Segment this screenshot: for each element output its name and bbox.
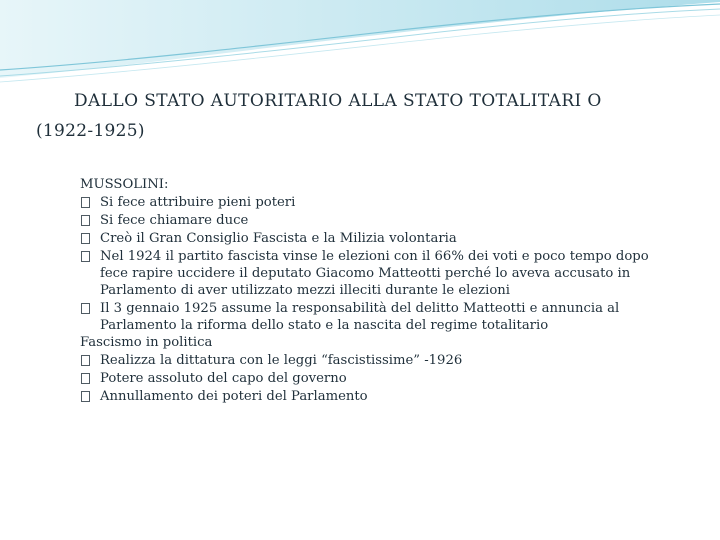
slide-subtitle-years: (1922-1925) bbox=[36, 121, 145, 141]
square-bullet-icon bbox=[81, 355, 90, 366]
list-item-text: Potere assoluto del capo del governo bbox=[100, 371, 347, 386]
list-item bbox=[80, 248, 680, 299]
slide-body bbox=[80, 176, 680, 405]
list-item-text: Si fece chiamare duce bbox=[100, 213, 249, 228]
square-bullet-icon bbox=[81, 233, 90, 244]
list-item-text: Nel 1924 il partito fascista vinse le elezioni con il 66% dei voti e poco tempo dopo fece rapire uccidere il deputato Giacomo Matteotti perché lo aveva accusato in Parlamento di aver utilizzato mezzi illeciti durante le elezioni bbox=[100, 249, 649, 298]
list-item bbox=[80, 230, 680, 247]
square-bullet-icon bbox=[81, 303, 90, 314]
fascismo-list bbox=[80, 352, 680, 405]
header-wave-decoration bbox=[0, 0, 720, 90]
slide-title: DALLO STATO AUTORITARIO ALLA STATO TOTALITARI O bbox=[74, 91, 602, 111]
square-bullet-icon bbox=[81, 373, 90, 384]
list-item bbox=[80, 194, 680, 211]
list-item-text: Annullamento dei poteri del Parlamento bbox=[100, 389, 368, 404]
list-item bbox=[80, 300, 680, 334]
list-item-text: Si fece attribuire pieni poteri bbox=[100, 195, 296, 210]
list-item-text: Creò il Gran Consiglio Fascista e la Milizia volontaria bbox=[100, 231, 457, 246]
square-bullet-icon bbox=[81, 391, 90, 402]
list-item bbox=[80, 388, 680, 405]
list-item-text: Realizza la dittatura con le leggi “fascistissime” -1926 bbox=[100, 353, 463, 368]
list-item-text: Il 3 gennaio 1925 assume la responsabilità del delitto Matteotti e annuncia al Parlamento la riforma dello stato e la nascita del regime totalitario bbox=[100, 301, 620, 333]
mussolini-list bbox=[80, 194, 680, 334]
list-item bbox=[80, 212, 680, 229]
list-item bbox=[80, 352, 680, 369]
list-item bbox=[80, 370, 680, 387]
section-heading-mussolini: MUSSOLINI: bbox=[80, 177, 169, 192]
section-heading-fascismo: Fascismo in politica bbox=[80, 335, 213, 350]
square-bullet-icon bbox=[81, 215, 90, 226]
square-bullet-icon bbox=[81, 251, 90, 262]
square-bullet-icon bbox=[81, 197, 90, 208]
